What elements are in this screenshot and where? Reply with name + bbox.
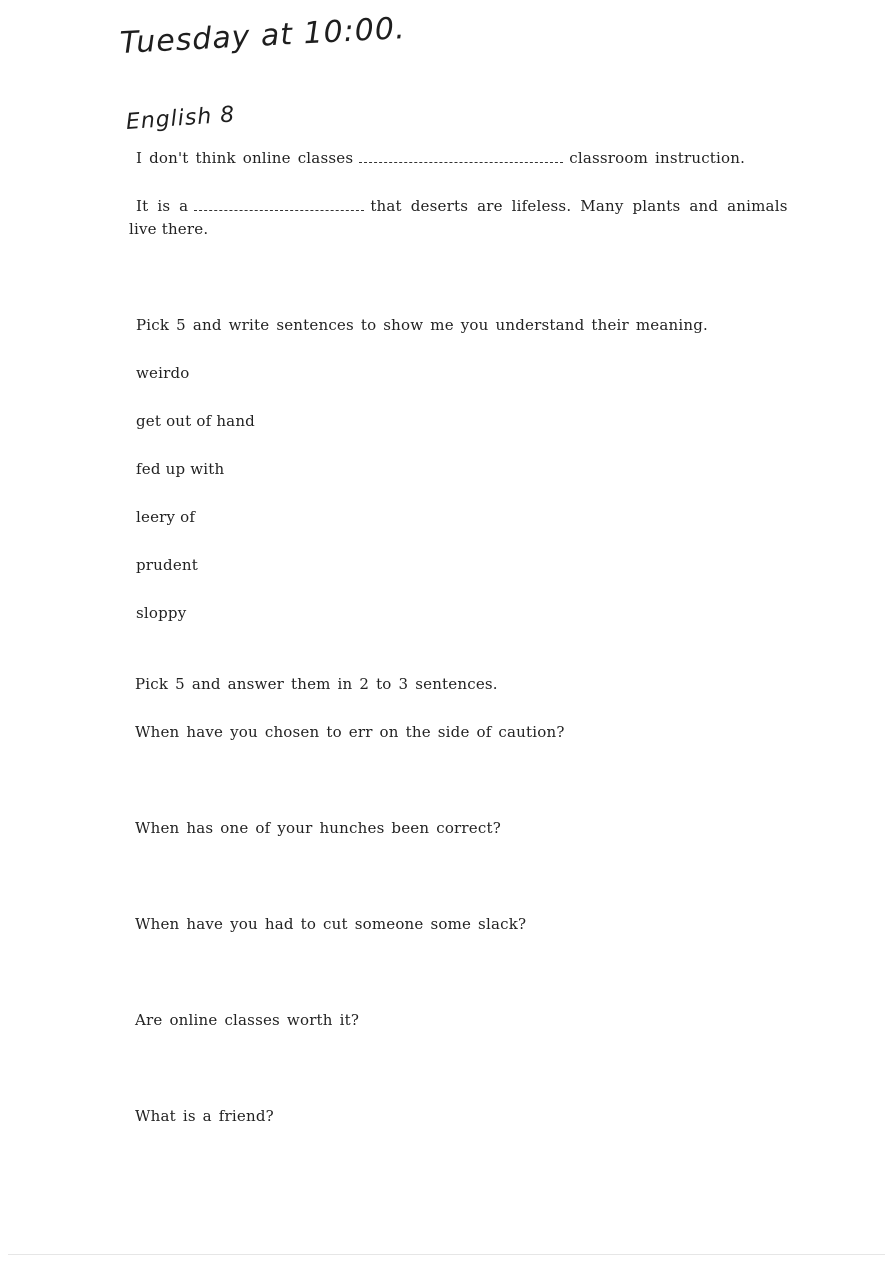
vocab-item: sloppy (136, 604, 187, 622)
handwritten-subject-note: English 8 (125, 102, 237, 135)
fill-in-1-after: classroom instruction. (569, 149, 746, 167)
fill-in-2-before: It is a (136, 197, 189, 215)
question-prompt: When have you chosen to err on the side of caution? (135, 723, 565, 741)
fill-in-2-continuation: live there. (129, 220, 209, 238)
vocab-item: leery of (136, 508, 196, 526)
fill-in-1-before: I don't think online classes (136, 149, 354, 167)
page-bottom-divider (8, 1254, 885, 1255)
fill-in-2-after: that deserts are lifeless. Many plants and animals (370, 197, 788, 215)
vocab-item: weirdo (136, 364, 190, 382)
answer-blank-2[interactable] (194, 198, 364, 211)
vocab-item: prudent (136, 556, 199, 574)
handwritten-date-note: Tuesday at 10:00. (119, 11, 407, 61)
vocab-item: fed up with (136, 460, 225, 478)
vocab-instruction: Pick 5 and write sentences to show me you understand their meaning. (136, 316, 708, 334)
question-prompt: Are online classes worth it? (135, 1011, 360, 1029)
question-prompt: When have you had to cut someone some slack? (135, 915, 527, 933)
vocab-item: get out of hand (136, 412, 255, 430)
question-prompt: What is a friend? (135, 1107, 274, 1125)
answer-blank-1[interactable] (359, 150, 563, 163)
question-instruction: Pick 5 and answer them in 2 to 3 sentences. (135, 675, 498, 693)
fill-in-sentence-2 (136, 194, 788, 218)
fill-in-sentence-1 (136, 146, 745, 170)
question-prompt: When has one of your hunches been correct? (135, 819, 501, 837)
